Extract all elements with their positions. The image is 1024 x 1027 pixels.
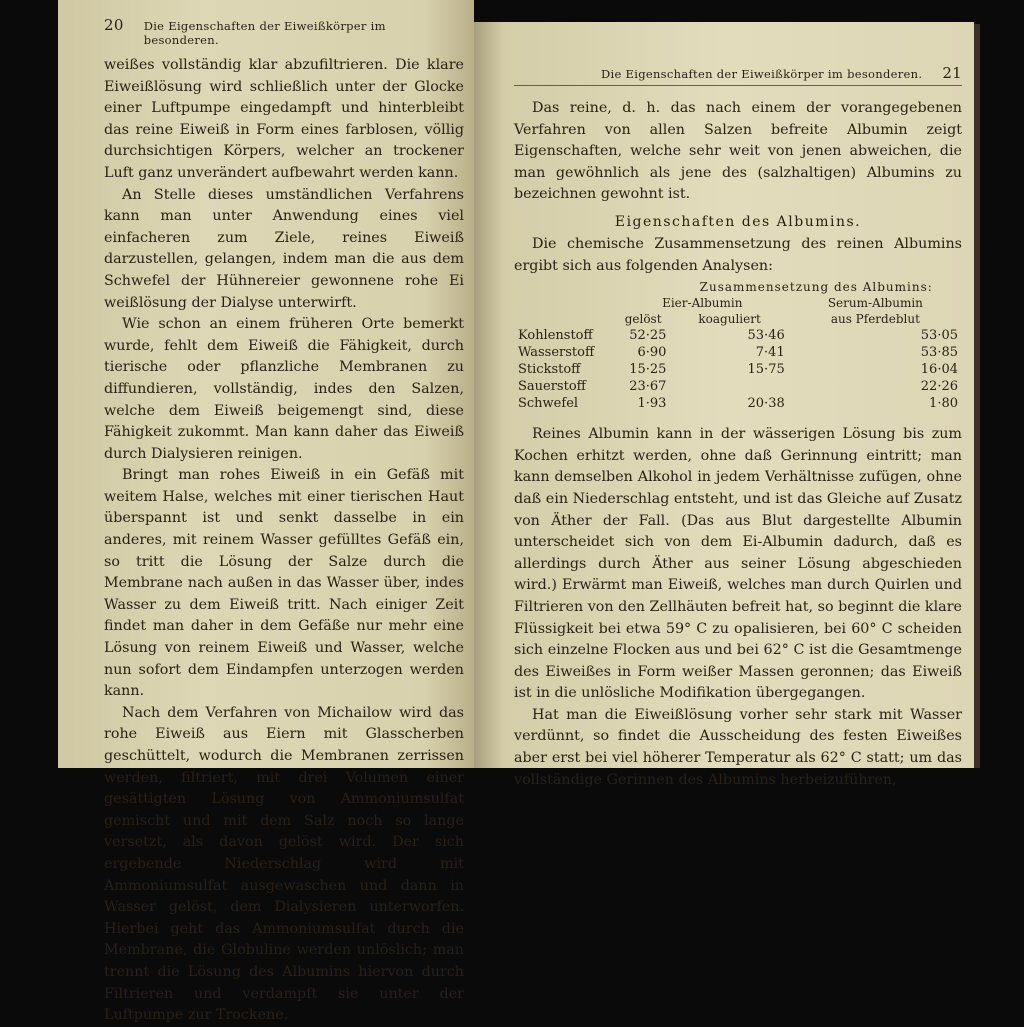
value-pferdeblut: 22·26 [920, 379, 958, 395]
value-koaguliert: 7·41 [755, 345, 785, 361]
table-group-serum: Serum-Albumin [827, 296, 923, 311]
table-header-main: Zusammensetzung des Albumins: [699, 280, 933, 295]
element-name: Wasserstoff [518, 345, 595, 361]
value-geloest: 23·67 [629, 379, 667, 395]
table-row [514, 395, 962, 412]
right-paragraph: Reines Albumin kann in der wässerigen Lösung bis zum Kochen erhitzt werden, ohne daß Gerinnung eintritt; man kann demselben Alkohol in jedem Verhältnisse zufügen, ohne daß ein Niederschlag entsteht, und ist das Gleiche auf Zusatz von Äther der Fall. (Das aus Blut dargestellte Albumin unterscheidet sich von dem Ei-Albumin dadurch, daß es allerdings durch Äther aus seiner Lösung abgeschieden wird.) Erwärmt man Eiweiß, welches man durch Quirlen und Filtrieren von den Zellhäuten befreit hat, so beginnt die klare Flüssigkeit bei etwa 59° C zu opalisieren, bei 60° C scheiden sich einzelne Flocken aus und bei 62° C ist die Gesamtmenge des Eiweißes in Form weißer Massen geronnen; das Eiweiß ist in die unlösliche Modifikation übergegangen. [514, 426, 962, 702]
value-geloest: 15·25 [629, 362, 667, 378]
section-title: Eigenschaften des Albumins. [614, 213, 862, 230]
table-intro: Die chemische Zusammensetzung des reinen Albumins ergibt sich aus folgenden Analysen: [514, 235, 962, 274]
value-pferdeblut: 16·04 [920, 362, 958, 378]
left-paragraph: Wie schon an einem früheren Orte bemerkt wurde, fehlt dem Eiweiß die Fähigkeit, durch tierische oder pflanzliche Membranen zu diffundieren, vollständig, indes den Salzen, welche dem Eiweiß beigemengt sind, diese Fähigkeit zukommt. Man kann daher das Eiweiß durch Dialysieren reinigen. [104, 316, 464, 462]
value-koaguliert: 53·46 [747, 328, 785, 344]
col-geloest: gelöst [624, 312, 662, 327]
value-koaguliert: 15·75 [747, 362, 785, 378]
table-row [514, 378, 962, 395]
col-koaguliert: koaguliert [698, 312, 761, 327]
value-pferdeblut: 1·80 [929, 396, 958, 412]
value-geloest: 1·93 [637, 396, 667, 412]
value-geloest: 52·25 [629, 328, 667, 344]
element-name: Sauerstoff [518, 379, 586, 395]
table-header-row [514, 311, 962, 327]
element-name: Schwefel [518, 396, 579, 412]
left-page [58, 0, 474, 1024]
value-geloest: 6·90 [637, 345, 667, 361]
value-pferdeblut: 53·05 [920, 328, 958, 344]
right-running-head [514, 64, 962, 86]
element-name: Stickstoff [518, 362, 581, 378]
left-paragraph: Bringt man rohes Eiweiß in ein Gefäß mit weitem Halse, welches mit einer tierischen Haut überspannt ist und senkt dasselbe in ein anderes, mit reinem Wasser gefülltes Gefäß ein, so tritt die Lösung der Salze durch die Membrane nach außen in das Wasser über, indes Wasser zu dem Eiweiß tritt. Nach einiger Zeit findet man daher in dem Gefäße nur mehr eine Lösung von reinem Eiweiß und Wasser, welche nun sofort dem Eindampfen unterzogen werden kann. [104, 467, 464, 700]
right-page [474, 22, 974, 788]
albumin-composition-table [514, 279, 962, 412]
left-paragraph: Nach dem Verfahren von Michailow wird das rohe Eiweiß aus Eiern mit Glasscherben geschüttelt, wodurch die Membranen zerrissen werden, filtriert, mit drei Volumen einer gesättigten Lösung von Ammoniumsulfat gemischt und mit dem Salz noch so lange versetzt, als davon gelöst wird. Der sich ergebende Niederschlag wird mit Ammoniumsulfat ausgewaschen und dann in Wasser gelöst, dem Dialysieren unterworfen. Hierbei geht das Ammoniumsulfat durch die Membrane, die Globuline werden unlöslich; man trennt die Lösung des Albumins hiervon durch Filtrieren und verdampft sie unter der Luftpumpe zur Trockene. [104, 704, 464, 1024]
left-paragraph: weißes vollständig klar abzufiltrieren. Die klare Eiweißlösung wird schließlich unter der Glocke einer Luftpumpe eingedampft und hinterbleibt das reine Eiweiß in Form eines farblosen, völlig durchsichtigen Körpers, welcher an trockener Luft ganz unverändert aufbewahrt werden kann. [104, 57, 464, 181]
table-row [514, 344, 962, 361]
right-paragraph: Hat man die Eiweißlösung vorher sehr stark mit Wasser verdünnt, so findet die Ausscheidung des festen Eiweißes aber erst bei viel höherer Temperatur als 62° C statt; um das vollständige Gerinnen des Albumins herbeizuführen, [514, 706, 962, 788]
right-intro-paragraph: Das reine, d. h. das nach einem der vorangegebenen Verfahren von allen Salzen befreite Albumin zeigt Eigenschaften, welche sehr weit von jenen abweichen, die man gewöhnlich als jene des (salzhaltigen) Albumins zu bezeichnen gewohnt ist. [514, 100, 962, 203]
right-page-number: 21 [942, 64, 962, 82]
value-koaguliert: 20·38 [747, 396, 785, 412]
right-running-head-title: Die Eigenschaften der Eiweißkörper im besonderen. [600, 67, 923, 81]
left-running-head-title: Die Eigenschaften der Eiweißkörper im besonderen. [143, 19, 386, 47]
value-koaguliert [670, 378, 788, 395]
book-edge [974, 24, 980, 768]
left-running-head [104, 16, 464, 47]
left-paragraph: An Stelle dieses umständlichen Verfahrens kann man unter Anwendung eines viel einfacheren zum Ziele, reines Eiweiß darzustellen, gelangen, indem man die aus dem Schwefel der Hühnereier gewonnene rohe Ei weißlösung der Dialyse unterwirft. [104, 186, 464, 311]
table-row [514, 361, 962, 378]
table-header-row [514, 279, 962, 295]
left-page-number: 20 [104, 16, 124, 34]
value-pferdeblut: 53·85 [920, 345, 958, 361]
table-row [514, 327, 962, 344]
right-page-text [514, 98, 962, 791]
table-header-row [514, 295, 962, 311]
table-group-egg: Eier-Albumin [662, 296, 743, 311]
left-page-text [104, 55, 464, 1027]
col-pferdeblut: aus Pferdeblut [830, 312, 920, 327]
element-name: Kohlenstoff [518, 328, 593, 344]
